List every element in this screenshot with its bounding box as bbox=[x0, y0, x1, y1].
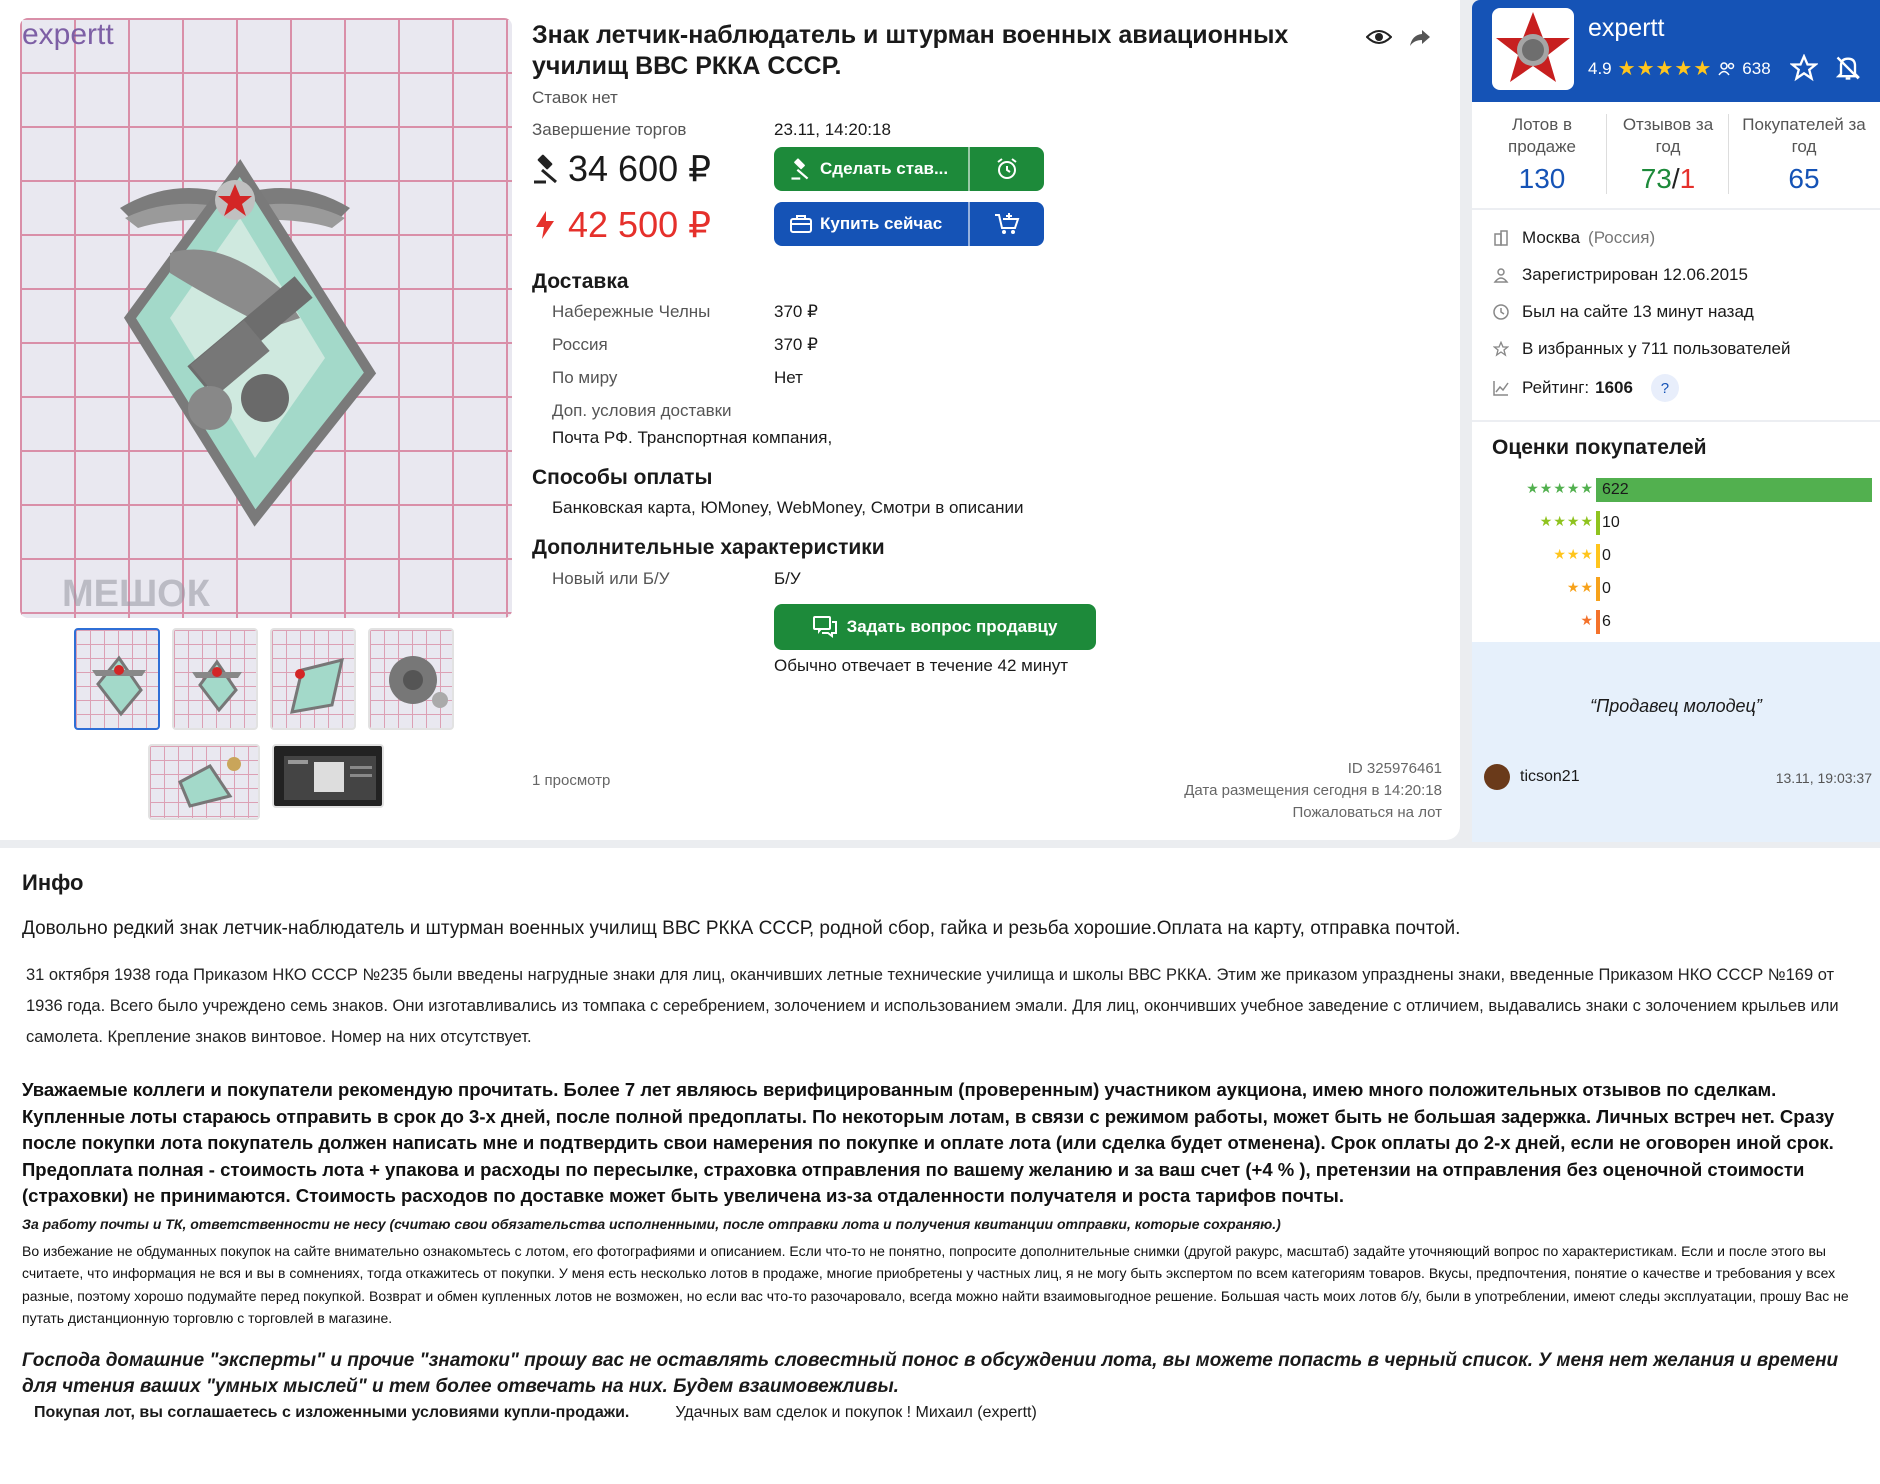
rating-value: 1606 bbox=[1595, 378, 1633, 397]
registered-text: Зарегистрирован 12.06.2015 bbox=[1522, 265, 1748, 284]
seller-rating-row bbox=[1492, 374, 1679, 402]
rating-row bbox=[1472, 544, 1880, 568]
thumbnail-1[interactable] bbox=[74, 628, 160, 730]
reviewer-name: ticson21 bbox=[1520, 768, 1580, 785]
building-icon bbox=[1492, 229, 1510, 247]
main-photo[interactable] bbox=[20, 18, 512, 618]
rating-count: 0 bbox=[1602, 547, 1611, 564]
stat-value: 130 bbox=[1518, 163, 1566, 194]
stat-lots[interactable] bbox=[1482, 114, 1602, 196]
rating-bar bbox=[1596, 544, 1600, 568]
rating-row bbox=[1472, 478, 1880, 502]
info-title: Инфо bbox=[22, 870, 84, 895]
seller-last-seen bbox=[1492, 302, 1754, 322]
rating-count: 10 bbox=[1602, 514, 1620, 531]
last-seen-text: Был на сайте 13 минут назад bbox=[1522, 302, 1754, 321]
rating-row bbox=[1472, 610, 1880, 634]
response-time-note: Обычно отвечает в течение 42 минут bbox=[774, 656, 1069, 675]
lightning-icon bbox=[536, 211, 554, 239]
buy-now-price bbox=[536, 204, 711, 246]
stat-reviews[interactable] bbox=[1614, 114, 1722, 196]
divider bbox=[1606, 114, 1607, 194]
star-outline-icon bbox=[1492, 340, 1510, 358]
badge-image bbox=[20, 18, 512, 618]
views-count: 1 просмотр bbox=[532, 772, 611, 789]
stat-value: 65 bbox=[1788, 163, 1820, 194]
chart-line-icon bbox=[1492, 379, 1510, 397]
posted-date: Дата размещения сегодня в 14:20:18 bbox=[1184, 782, 1442, 799]
rating-stars: ★★ bbox=[1566, 579, 1594, 595]
rating-row bbox=[1472, 577, 1880, 601]
city: Москва bbox=[1522, 228, 1581, 247]
thumbnail-2[interactable] bbox=[172, 628, 258, 730]
condition-label: Новый или Б/У bbox=[552, 569, 670, 588]
buy-now-label: Купить сейчас bbox=[820, 214, 943, 233]
red-star-order-icon bbox=[1492, 8, 1574, 90]
share-icon[interactable] bbox=[1408, 26, 1432, 48]
info-history: 31 октября 1938 года Приказом НКО СССР №235 были введены нагрудные знаки для лиц, оканчивших летные технические училища и школы ВВС РККА. Этим же приказом упразднены знаки, введенные Приказом НКО СССР №169 от 1936 года. Всего было учреждено семь знаков. Они изготавливались из томпака с серебрением, золочением и использованием эмали. Для лиц, окончивших учебное заведение с отличием, выдавались знаки с золочением крыльев или самолета. Крепление знаков винтовое. Номер на них отсутствует. bbox=[26, 966, 1839, 1046]
signature-text: Удачных вам сделок и покупок ! Михаил (expertt) bbox=[675, 1403, 1037, 1421]
end-label: Завершение торгов bbox=[532, 120, 687, 139]
alarm-clock-icon bbox=[995, 157, 1019, 181]
rating-row bbox=[1472, 511, 1880, 535]
thumbnail-6[interactable] bbox=[272, 744, 384, 808]
info-terms: Уважаемые коллеги и покупатели рекомендую прочитать. Более 7 лет являюсь верифицированным (проверенным) участником аукциона, имею много положительных отзывов по сделкам. Купленные лоты стараюсь отправить в срок до 3-х дней, после полной предоплаты. По некоторым лотам, в связи с режимом работы, может быть не большая задержка. Личных встреч нет. Сразу после покупки лота покупатель должен написать мне и подтвердить свои намерения по покупке и оплате лота (или сделка будет отменена). Срок оплаты до 2-х дней, если не оговорен иной срок. Предоплата полная - стоимость лота + упакова и расходы по пересылке, страховка отправления по вашему желанию и за ваш счет (+4 % ), претензии на отправления без оценочной стоимости (страховки) не принимаются. Стоимость расходов по доставке может быть увеличена из-за отдаленности получателя и роста тарифов почты. bbox=[22, 1079, 1835, 1206]
review-date: 13.11, 19:03:37 bbox=[1775, 770, 1872, 786]
info-warning: Господа домашние "эксперты" и прочие "знатоки" прошу вас не оставлять словестный понос в обсуждении лота, вы можете попасть в черный список. У меня нет желания и времени для чтения ваших "умных мыслей" и тем более отвечать на них. Будем взаимовежливы. bbox=[22, 1349, 1839, 1397]
seller-rating-value: 4.9 bbox=[1588, 58, 1612, 78]
divider bbox=[1728, 114, 1729, 194]
current-price bbox=[532, 148, 711, 190]
info-summary: Довольно редкий знак летчик-наблюдатель и штурман военных училищ ВВС РККА СССР, родной сбор, гайка и резьба хорошие.Оплата на карту, отправка почтой. bbox=[22, 918, 1461, 939]
agreement-text: Покупая лот, вы соглашаетесь с изложенными условиями купли-продажи. bbox=[34, 1403, 630, 1421]
rating-bar bbox=[1596, 478, 1872, 502]
rating-count: 0 bbox=[1602, 580, 1611, 597]
thumbnail-3[interactable] bbox=[270, 628, 356, 730]
payment-methods: Банковская карта, ЮMoney, WebMoney, Смотри в описании bbox=[552, 498, 1024, 517]
seller-favorites bbox=[1492, 339, 1790, 359]
rating-stars: ★★★★ bbox=[1539, 513, 1594, 529]
rating-count: 6 bbox=[1602, 613, 1611, 630]
buy-now-price-value: 42 500 ₽ bbox=[568, 204, 712, 245]
notifications-off-icon[interactable] bbox=[1834, 54, 1862, 82]
delivery-extra-value: Почта РФ. Транспортная компания, bbox=[552, 428, 833, 447]
photo-watermark-2: МЕШОК bbox=[62, 573, 210, 615]
rating-stars: ★ bbox=[1580, 612, 1594, 628]
review-author[interactable] bbox=[1484, 764, 1580, 790]
gavel-icon bbox=[532, 154, 562, 184]
condition-value: Б/У bbox=[774, 569, 801, 588]
country: (Россия) bbox=[1588, 228, 1656, 247]
rating-bar bbox=[1596, 511, 1600, 535]
rating-stars-icon: ★★★★★ bbox=[1617, 58, 1713, 80]
ask-seller-label: Задать вопрос продавцу bbox=[846, 617, 1058, 636]
delivery-row-label: Россия bbox=[552, 335, 608, 354]
negative-reviews: 1 bbox=[1679, 163, 1696, 194]
ask-seller-button[interactable] bbox=[774, 604, 1096, 650]
current-price-value: 34 600 ₽ bbox=[568, 148, 712, 189]
info-section bbox=[0, 848, 1880, 1484]
reminder-alarm-button[interactable] bbox=[970, 147, 1044, 191]
favorite-star-icon[interactable] bbox=[1790, 54, 1818, 82]
delivery-extra-label: Доп. условия доставки bbox=[552, 401, 732, 420]
chat-icon bbox=[813, 616, 837, 638]
delivery-row-value: 370 ₽ bbox=[774, 302, 818, 321]
rating-bar bbox=[1596, 577, 1600, 601]
briefcase-icon bbox=[790, 214, 812, 234]
bids-status: Ставок нет bbox=[532, 88, 618, 107]
lot-meta bbox=[1042, 760, 1442, 820]
delivery-row-value: Нет bbox=[774, 368, 803, 387]
user-icon bbox=[1492, 266, 1510, 284]
lot-card bbox=[0, 0, 1460, 840]
buyer-ratings-title: Оценки покупателей bbox=[1492, 436, 1707, 459]
rating-stars: ★★★ bbox=[1553, 546, 1594, 562]
watch-icon[interactable] bbox=[1366, 26, 1392, 48]
lot-id: ID 325976461 bbox=[1347, 760, 1442, 777]
payment-title: Способы оплаты bbox=[532, 466, 713, 489]
stat-label: Покупателей за год bbox=[1742, 115, 1866, 156]
report-link[interactable]: Пожаловаться на лот bbox=[1292, 804, 1442, 821]
stat-value bbox=[1614, 162, 1722, 196]
divider bbox=[1472, 208, 1880, 210]
rating-bar bbox=[1596, 610, 1600, 634]
delivery-row-label: Набережные Челны bbox=[552, 302, 711, 321]
seller-panel bbox=[1472, 102, 1880, 642]
delivery-row-label: По миру bbox=[552, 368, 618, 387]
latest-review bbox=[1472, 642, 1880, 842]
stat-label: Лотов в продаже bbox=[1508, 115, 1576, 156]
info-disclaimer: За работу почты и ТК, ответственности не несу (считаю свои обязательства исполненными, после отправки лота и получения квитанции отправки, которые сохраняю.) bbox=[22, 1215, 1281, 1232]
info-notice: Во избежание не обдуманных покупок на сайте внимательно ознакомьтесь с лотом, его фотографиями и описанием. Если что-то не понятно, попросите дополнительные снимки (другой ракурс, масштаб) задайте уточняющий вопрос по характеристикам. Если и после этого вы считаете, что информация не вся и вы в сомнениях, тогда откажитесь от покупки. У меня есть несколько лотов в продаже, многие приобретены у частных лиц, я не могу быть экспертом по всем категориям товаров. Вкусы, предпочтения, понятие о качестве и требования у всех разные, поэтому хорошо подумайте перед покупкой. Возврат и обмен купленных лотов не возможен, но если вас что-то разочаровало, всегда можно найти взаимовыгодное решение. Большая часть моих лотов б/у, были в употреблении, имеют следы эксплуатации, прошу Вас не путать дистанционную торговлю с торговлей в магазине. bbox=[22, 1242, 1849, 1326]
seller-location bbox=[1492, 228, 1655, 248]
info-closing bbox=[22, 1401, 1858, 1425]
review-text: “Продавец молодец” bbox=[1590, 696, 1762, 716]
favorites-text: В избранных у 711 пользователей bbox=[1522, 339, 1791, 358]
positive-reviews: 73 bbox=[1640, 163, 1672, 194]
seller-name[interactable]: expertt bbox=[1588, 14, 1665, 42]
thumbnail-5[interactable] bbox=[148, 744, 260, 820]
characteristics-title: Дополнительные характеристики bbox=[532, 536, 885, 559]
lot-title: Знак летчик-наблюдатель и штурман военных авиационных училищ ВВС РККА СССР. bbox=[532, 21, 1289, 80]
reviews-separator: / bbox=[1671, 163, 1680, 194]
cart-plus-icon bbox=[994, 212, 1020, 236]
seller-registered bbox=[1492, 265, 1748, 285]
buy-now-button[interactable] bbox=[774, 202, 1044, 246]
gavel-icon bbox=[790, 158, 812, 180]
delivery-title: Доставка bbox=[532, 270, 629, 293]
seller-avatar[interactable] bbox=[1492, 8, 1574, 90]
reviewer-avatar bbox=[1484, 764, 1510, 790]
followers-icon bbox=[1718, 62, 1736, 76]
followers-count: 638 bbox=[1742, 58, 1771, 78]
place-bid-label: Сделать став... bbox=[820, 159, 949, 178]
clock-icon bbox=[1492, 303, 1510, 321]
delivery-row-value: 370 ₽ bbox=[774, 335, 818, 354]
place-bid-main[interactable] bbox=[774, 147, 948, 191]
thumbnail-4[interactable] bbox=[368, 628, 454, 730]
rating-label: Рейтинг: bbox=[1522, 378, 1590, 397]
add-to-cart-button[interactable] bbox=[970, 202, 1044, 246]
seller-rating bbox=[1588, 56, 1771, 81]
stat-buyers[interactable] bbox=[1734, 114, 1874, 196]
rating-stars: ★★★★★ bbox=[1526, 480, 1594, 496]
place-bid-button[interactable] bbox=[774, 147, 1044, 191]
rating-count: 622 bbox=[1602, 481, 1629, 498]
stat-label: Отзывов за год bbox=[1622, 115, 1714, 156]
buy-now-main[interactable] bbox=[774, 202, 942, 246]
seller-header bbox=[1472, 0, 1880, 102]
photo-watermark: expertt bbox=[22, 18, 114, 51]
end-value: 23.11, 14:20:18 bbox=[774, 120, 891, 139]
divider bbox=[1472, 420, 1880, 422]
rating-help-button[interactable]: ? bbox=[1651, 374, 1679, 402]
